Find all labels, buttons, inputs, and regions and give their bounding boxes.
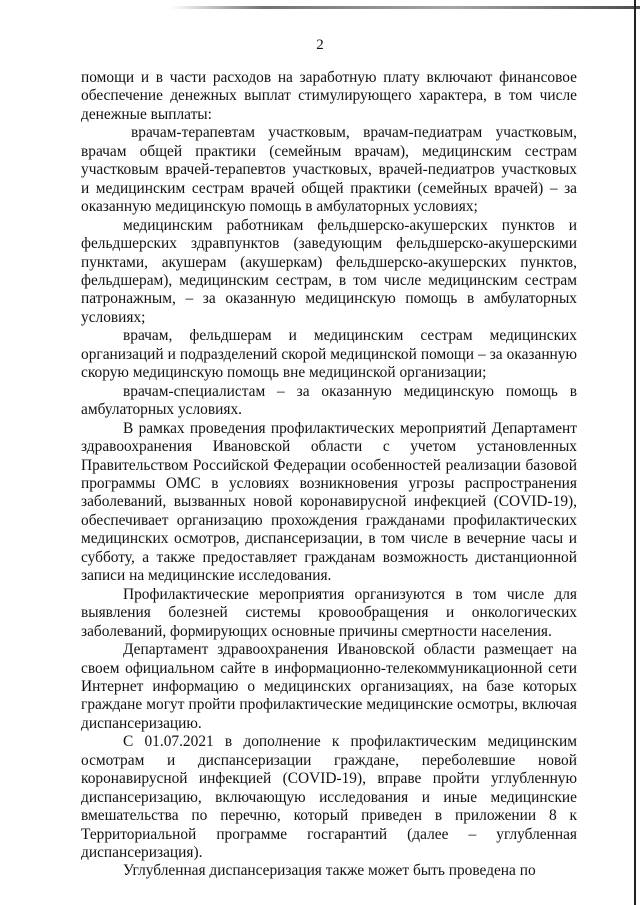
paragraph: медицинским работникам фельдшерско-акушерских пунктов и фельдшерских здравпунктов (заведующим фельдшерско-акушерскими пунктами, акушерам (акушеркам) фельдшерско-акушерских пунктов, фельдшерам), медицинским сестрам, в том числе медицинским сестрам патронажным, – за оказанную медицинскую помощь в амбулаторных условиях;	[81, 216, 577, 326]
paragraph: помощи и в части расходов на заработную плату включают финансовое обеспечение денежных выплат стимулирующего характера, в том числе денежные выплаты:	[81, 69, 577, 123]
paragraph: врачам-специалистам – за оказанную медицинскую помощь в амбулаторных условиях.	[81, 382, 577, 419]
paragraph: С 01.07.2021 в дополнение к профилактическим медицинским осмотрам и диспансеризации граждане, переболевшие новой коронавирусной инфекцией (COVID-19), вправе пройти углубленную диспансеризацию, включающую исследования и иные медицинские вмешательства по перечню, который приведен в приложении 8 к Территориальной программе госгарантий (далее – углубленная диспансеризация).	[81, 733, 577, 862]
paragraph: Профилактические мероприятия организуются в том числе для выявления болезней системы кровообращения и онкологических заболеваний, формирующих основные причины смертности населения.	[81, 585, 577, 640]
paragraph: врачам-терапевтам участковым, врачам-педиатрам участковым, врачам общей практики (семейным врачам), медицинским сестрам участковым врачей-терапевтов участковых, врачей-педиатров участковых и медицинским сестрам врачей общей практики (семейных врачей) – за оказанную медицинскую помощь в амбулаторных условиях;	[81, 124, 577, 216]
scan-edge-top	[170, 6, 640, 9]
paragraph: Департамент здравоохранения Ивановской области размещает на своем официальном сайте в информационно-телекоммуникационной сети Интернет информацию о медицинских организациях, на базе которых граждане могут пройти профилактические медицинские осмотры, включая диспансеризацию.	[81, 641, 577, 732]
document-body	[81, 69, 577, 881]
scan-edge-right	[634, 0, 636, 905]
paragraph: врачам, фельдшерам и медицинским сестрам медицинских организаций и подразделений скорой медицинской помощи – за оказанную скорую медицинскую помощь вне медицинской организации;	[81, 327, 577, 382]
paragraph: Углубленная диспансеризация также может быть проведена по	[123, 862, 536, 880]
paragraph: В рамках проведения профилактических мероприятий Департамент здравоохранения Ивановской области с учетом установленных Правительством Российской Федерации особенностей реализации базовой программы ОМС в условиях возникновения угрозы распространения заболеваний, вызванных новой коронавирусной инфекцией (COVID-19), обеспечивает организацию прохождения гражданами профилактических медицинских осмотров, диспансеризации, в том числе в вечерние часы и субботу, а также предоставляет гражданам возможность дистанционной записи на медицинские исследования.	[81, 419, 577, 585]
page-number: 2	[316, 37, 324, 53]
